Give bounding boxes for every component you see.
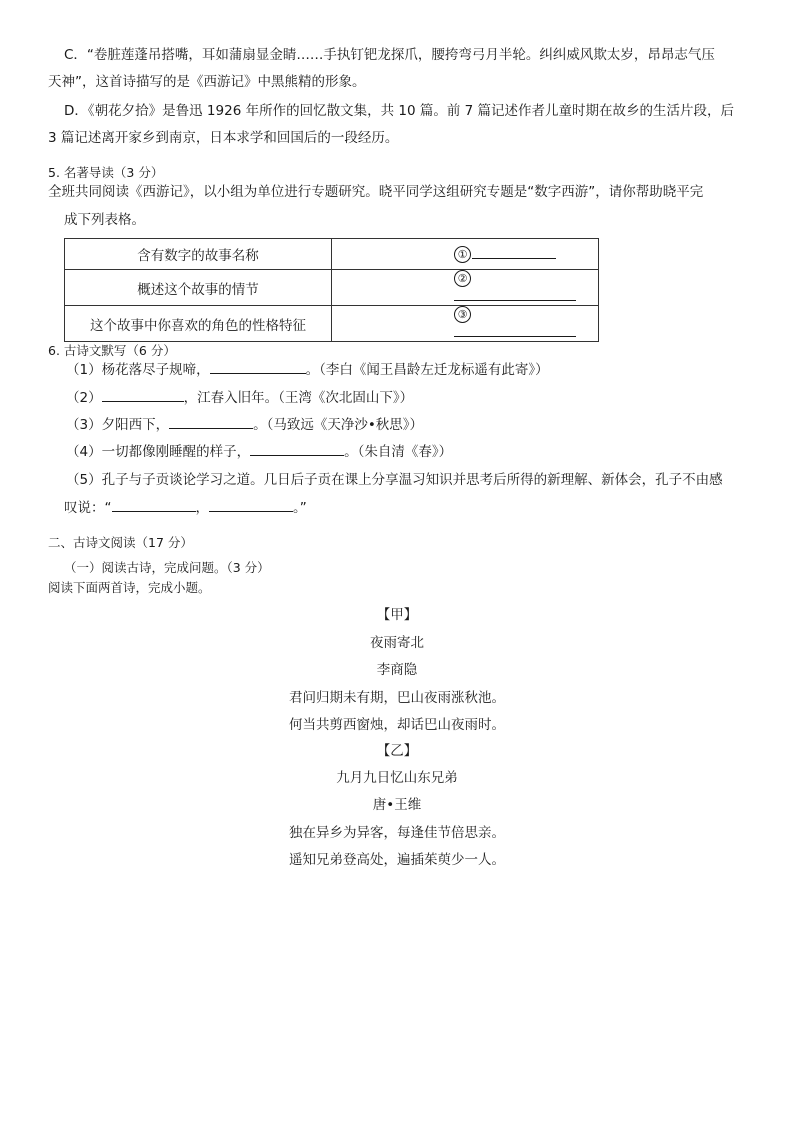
circled-number: ② (454, 270, 471, 287)
option-d-line-2: 3 篇记述离开家乡到南京，日本求学和回国后的一段经历。 (48, 130, 399, 146)
fill-blank-2[interactable] (102, 388, 184, 402)
q6-item-3 (66, 415, 423, 435)
poem-a-author: 李商隐 (376, 662, 418, 678)
answer-cell-2[interactable] (332, 270, 599, 306)
table-row (65, 306, 599, 342)
option-d-line-1: D．《朝花夕拾》是鲁迅 1926 年所作的回忆散文集，共 10 篇。前 7 篇记述作者儿童时期在故乡的生活片段，后 (64, 103, 735, 119)
poem-a-line-1: 君问归期未有期，巴山夜雨涨秋池。 (289, 690, 505, 706)
table-cell-label: 概述这个故事的情节 (65, 270, 332, 306)
section-2-intro: 阅读下面两首诗，完成小题。 (48, 580, 211, 595)
answer-blank-2[interactable] (454, 287, 576, 301)
answer-cell-3[interactable] (332, 306, 599, 342)
q5-prompt-line-1: 全班共同阅读《西游记》，以小组为单位进行专题研究。晓平同学这组研究专题是“数字西游”，请你帮助晓平完 (48, 184, 704, 200)
table-row (65, 239, 599, 270)
fill-blank-3[interactable] (169, 415, 253, 429)
circled-number: ③ (454, 306, 471, 323)
answer-cell-1[interactable] (332, 239, 599, 270)
option-c-line-1: C．“卷脏莲蓬吊搭嘴，耳如蒲扇显金睛……手执钉钯龙探爪，腰挎弯弓月半轮。纠纠威风欺太岁，昂昂志气压 (64, 47, 715, 63)
q5-answer-table (64, 238, 599, 342)
q6-item-4-suffix: 。（朱自清《春》） (344, 444, 453, 460)
circled-number: ① (454, 246, 471, 263)
poem-b-title: 九月九日忆山东兄弟 (336, 770, 458, 786)
poem-b-tag: 【乙】 (376, 743, 418, 759)
fill-blank-1[interactable] (210, 360, 306, 374)
table-cell-label: 这个故事中你喜欢的角色的性格特征 (65, 306, 332, 342)
q6-item-1-suffix: 。（李白《闻王昌龄左迁龙标遥有此寄》） (305, 362, 549, 378)
q5-title: 5. 名著导读（3 分） (48, 165, 164, 180)
section-2-subtitle: （一）阅读古诗，完成问题。（3 分） (64, 560, 270, 575)
poem-b-line-2: 遥知兄弟登高处，遍插茱萸少一人。 (289, 852, 505, 868)
q6-item-5-prefix: 叹说：“ (64, 500, 112, 516)
q6-item-1 (66, 360, 549, 380)
q6-item-2-prefix: （2） (66, 390, 102, 406)
table-cell-label: 含有数字的故事名称 (65, 239, 332, 270)
fill-blank-5b[interactable] (209, 498, 293, 512)
table-row (65, 270, 599, 306)
option-c-line-2: 天神”，这首诗描写的是《西游记》中黑熊精的形象。 (48, 74, 366, 90)
q6-item-5-comma: ， (195, 500, 209, 516)
q6-item-3-suffix: 。（马致远《天净沙•秋思》） (253, 417, 424, 433)
q6-item-4-prefix: （4）一切都像刚睡醒的样子， (66, 444, 251, 460)
poem-b-line-1: 独在异乡为异客，每逢佳节倍思亲。 (289, 825, 505, 841)
q6-item-4 (66, 442, 452, 462)
q6-item-3-prefix: （3）夕阳西下， (66, 417, 170, 433)
q6-title: 6. 古诗文默写（6 分） (48, 343, 176, 358)
q6-item-5-suffix: 。” (293, 500, 307, 516)
fill-blank-5a[interactable] (112, 498, 196, 512)
answer-blank-1[interactable] (472, 245, 556, 259)
poem-b-author: 唐•王维 (372, 797, 422, 813)
answer-blank-3[interactable] (454, 323, 576, 337)
poem-a-tag: 【甲】 (376, 607, 418, 623)
poem-a-line-2: 何当共剪西窗烛，却话巴山夜雨时。 (289, 717, 505, 733)
q6-item-2-suffix: ，江春入旧年。（王湾《次北固山下》） (183, 390, 414, 406)
q6-item-1-prefix: （1）杨花落尽子规啼， (66, 362, 210, 378)
q6-item-5-line-2 (64, 498, 307, 518)
poem-a-title: 夜雨寄北 (370, 635, 424, 651)
q6-item-5-line-1: （5）孔子与子贡谈论学习之道。几日后子贡在课上分享温习知识并思考后所得的新理解、新体会，孔子不由感 (66, 472, 723, 488)
q6-item-2 (66, 388, 413, 408)
q5-prompt-line-2: 成下列表格。 (64, 212, 145, 228)
section-2-title: 二、古诗文阅读（17 分） (48, 535, 193, 550)
fill-blank-4[interactable] (250, 442, 344, 456)
